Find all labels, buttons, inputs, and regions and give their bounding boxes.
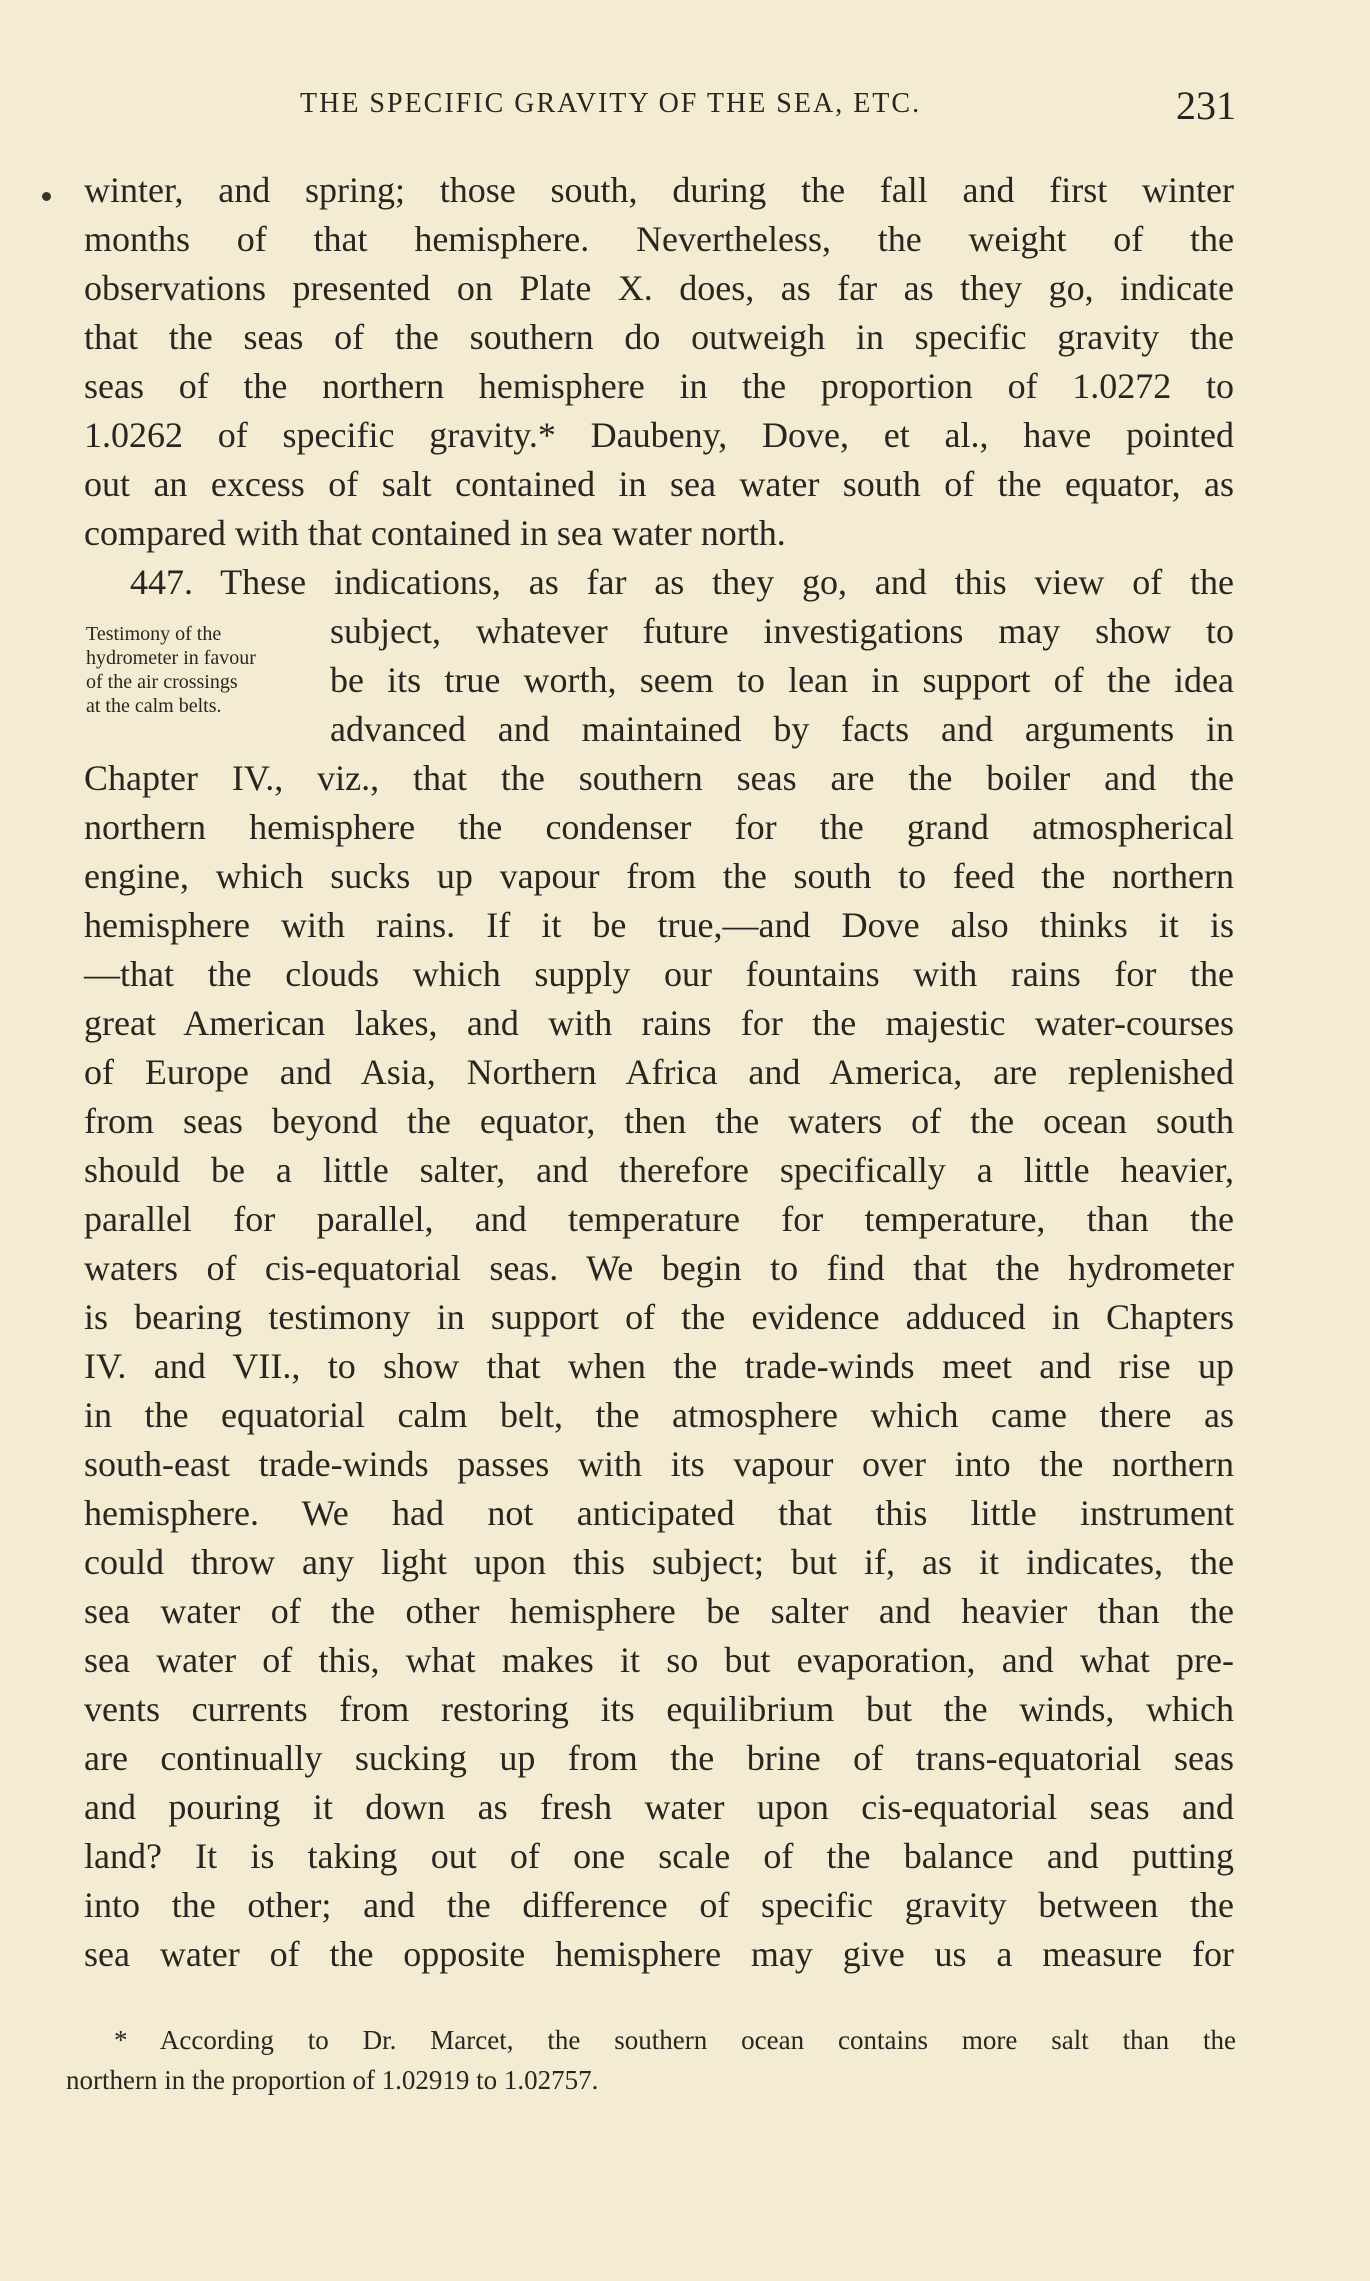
text-line: 1.0262 of specific gravity.* Daubeny, Dove, et al., have pointed bbox=[84, 415, 1234, 455]
text-line: could throw any light upon this subject; but if, as it indicates, the bbox=[84, 1542, 1234, 1582]
marginal-note-line: Testimony of the bbox=[86, 623, 222, 645]
text-line: IV. and VII., to show that when the trade-winds meet and rise up bbox=[84, 1346, 1234, 1386]
text-line: into the other; and the difference of specific gravity between the bbox=[84, 1885, 1234, 1925]
text-line: Chapter IV., viz., that the southern seas are the boiler and the bbox=[84, 758, 1234, 798]
body-text bbox=[84, 166, 1234, 1979]
text-line: south-east trade-winds passes with its vapour over into the northern bbox=[84, 1444, 1234, 1484]
text-line: observations presented on Plate X. does, as far as they go, indicate bbox=[84, 268, 1234, 308]
text-line: —that the clouds which supply our fountains with rains for the bbox=[84, 954, 1234, 994]
marginal-note-line: of the air crossings bbox=[86, 671, 238, 693]
text-line: and pouring it down as fresh water upon cis-equatorial seas and bbox=[84, 1787, 1234, 1827]
text-line: be its true worth, seem to lean in support of the idea bbox=[330, 660, 1234, 700]
text-line: should be a little salter, and therefore specifically a little heavier, bbox=[84, 1150, 1234, 1190]
paragraph-447-start: 447. These indications, as far as they go, and this view of the bbox=[130, 562, 1234, 602]
text-line: sea water of the other hemisphere be salter and heavier than the bbox=[84, 1591, 1234, 1631]
text-line: subject, whatever future investigations may show to bbox=[330, 611, 1234, 651]
text-line: hemisphere. We had not anticipated that this little instrument bbox=[84, 1493, 1234, 1533]
text-line: seas of the northern hemisphere in the proportion of 1.0272 to bbox=[84, 366, 1234, 406]
text-line: compared with that contained in sea water north. bbox=[84, 513, 786, 553]
text-line: engine, which sucks up vapour from the south to feed the northern bbox=[84, 856, 1234, 896]
text-line: out an excess of salt contained in sea water south of the equator, as bbox=[84, 464, 1234, 504]
marginal-note-line: hydrometer in favour bbox=[86, 647, 256, 669]
text-line: in the equatorial calm belt, the atmosphere which came there as bbox=[84, 1395, 1234, 1435]
text-line: hemisphere with rains. If it be true,—and Dove also thinks it is bbox=[84, 905, 1234, 945]
marginal-note-line: at the calm belts. bbox=[86, 695, 222, 717]
text-line: sea water of the opposite hemisphere may give us a measure for bbox=[84, 1934, 1234, 1974]
text-line: is bearing testimony in support of the evidence adduced in Chapters bbox=[84, 1297, 1234, 1337]
footnote bbox=[66, 2020, 1236, 2100]
text-line: sea water of this, what makes it so but evaporation, and what pre- bbox=[84, 1640, 1234, 1680]
text-line: from seas beyond the equator, then the waters of the ocean south bbox=[84, 1101, 1234, 1141]
running-title: THE SPECIFIC GRAVITY OF THE SEA, ETC. bbox=[300, 88, 922, 119]
text-line: are continually sucking up from the brine of trans-equatorial seas bbox=[84, 1738, 1234, 1778]
text-line: great American lakes, and with rains for the majestic water-courses bbox=[84, 1003, 1234, 1043]
text-line: northern hemisphere the condenser for the grand atmospherical bbox=[84, 807, 1234, 847]
text-line: that the seas of the southern do outweigh in specific gravity the bbox=[84, 317, 1234, 357]
text-line: parallel for parallel, and temperature for temperature, than the bbox=[84, 1199, 1234, 1239]
footnote-line: northern in the proportion of 1.02919 to 1.02757. bbox=[66, 2065, 599, 2095]
text-line: winter, and spring; those south, during the fall and first winter bbox=[84, 170, 1234, 210]
text-line: of Europe and Asia, Northern Africa and America, are replenished bbox=[84, 1052, 1234, 1092]
text-line: advanced and maintained by facts and arguments in bbox=[330, 709, 1234, 749]
text-line: land? It is taking out of one scale of the balance and putting bbox=[84, 1836, 1234, 1876]
footnote-line: * According to Dr. Marcet, the southern ocean contains more salt than the bbox=[114, 2025, 1236, 2055]
margin-dot bbox=[42, 192, 51, 201]
text-line: vents currents from restoring its equilibrium but the winds, which bbox=[84, 1689, 1234, 1729]
text-line: months of that hemisphere. Nevertheless, the weight of the bbox=[84, 219, 1234, 259]
text-line: waters of cis-equatorial seas. We begin to find that the hydrometer bbox=[84, 1248, 1234, 1288]
page-number: 231 bbox=[1176, 83, 1236, 128]
